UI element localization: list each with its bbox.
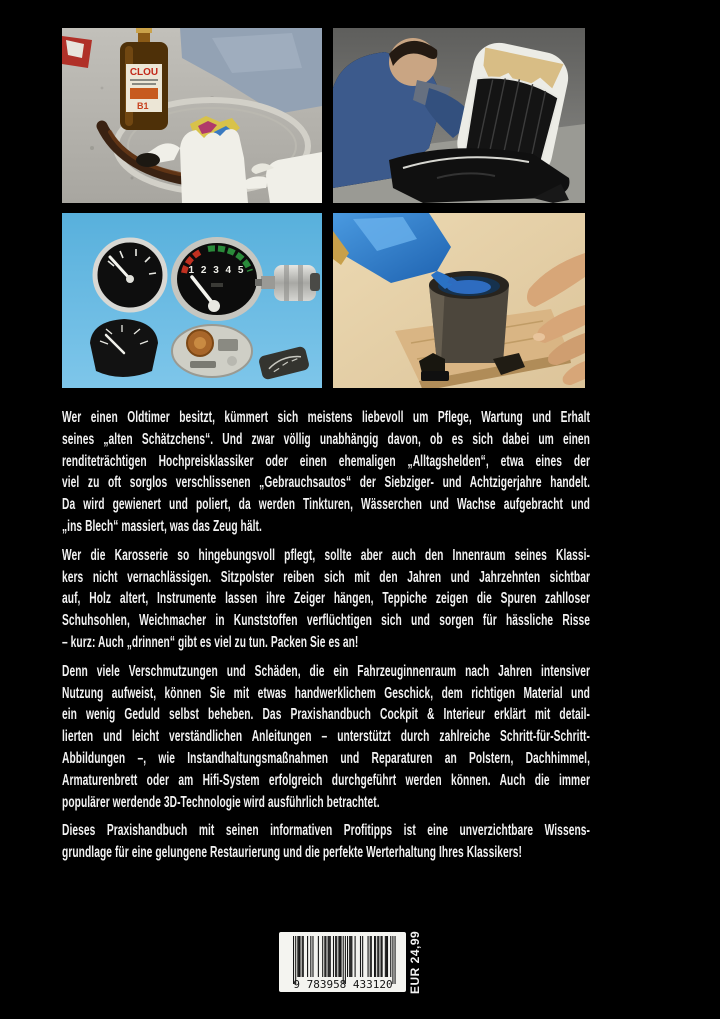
fingernail (533, 333, 545, 341)
gauge-scale-numbers: 1 2 3 4 5 (188, 265, 246, 276)
back-cover-paragraph (62, 661, 590, 814)
barcode-digits: 9 783958 433120 (293, 978, 393, 991)
text-line: „ins Blech“ massiert, was das Zeug hält. (62, 517, 262, 535)
text-line: populärer werdende 3D-Technologie wird ausführlich betrachtet. (62, 793, 380, 811)
text-line: kers nicht vernachlässigen. Sitzpolster reiben sich mit den Jahren und Jahrzehnten sichtbar (62, 568, 590, 586)
text-line: Schuhsohlen, Weichmacher in Kunststoffen verflüchtigen sich und sorgen für hässliche Risse (62, 612, 590, 630)
oval-gauge (174, 240, 260, 318)
price-label: EUR 24,99 (408, 930, 422, 994)
photo-silicone-pouring (333, 213, 585, 388)
polishing-pad (136, 153, 160, 167)
text-line: auf, Holz altert, Instrumente lassen ihre Zeiger hängen, Teppiche zeigen die Spuren zahlloser (62, 590, 590, 608)
back-cover-paragraph (62, 545, 590, 654)
text-line: Wer einen Oldtimer besitzt, kümmert sich meistens liebevoll um Pflege, Wartung und Erhalt (62, 409, 590, 426)
text-line: lierten und leicht verständlichen Anleitungen – unterstützt durch zahlreiche Schritt-für-Schritt- (62, 728, 590, 746)
text-line: seines „alten Schätzchens“. Und zwar völlig unabhängig davon, ob es sich dabei um einen (62, 430, 590, 448)
barcode (279, 932, 406, 992)
text-line: Dieses Praxishandbuch mit seinen informativen Profitipps ist eine unverzichtbare Wissens- (62, 822, 590, 840)
text-line: Wer die Karosserie so hingebungsvoll pflegt, sollte aber auch den Innenraum seines Klassi- (62, 546, 590, 564)
clou-bottle (120, 28, 168, 130)
text-line: viel zu oft sorglos verschlissenen „Gebrauchsautos“ der Siebziger- und Achtzigerjahre handelt. (62, 474, 590, 492)
bottle-brand-label: CLOU (129, 67, 159, 78)
text-line: – kurz: Auch „drinnen“ gibt es viel zu tun. Packen Sie es an! (62, 633, 359, 651)
text-line: ein wenig Geduld selbst beheben. Das Praxishandbuch Cockpit & Interieur erklärt mit detail- (62, 706, 590, 724)
photo-wood-polishing (62, 28, 322, 203)
text-line: renditeträchtigen Hochpreisklassiker oder einen ehemaligen „Alltagshelden“, etwa eines der (62, 452, 590, 470)
gauge-face-part (90, 319, 158, 377)
text-line: Denn viele Verschmutzungen und Schäden, die ein Fahrzeuginnenraum nach Jahren intensiver (62, 662, 590, 680)
photo-instruments (62, 213, 322, 388)
photo-seat-upholstery (333, 28, 585, 203)
back-cover-paragraph (62, 820, 590, 864)
text-line: Nutzung aufweist, können Sie mit etwas handwerklichem Geschick, dem richtigen Material und (62, 684, 590, 702)
text-line: grundlage für eine gelungene Restaurierung und die perfekte Werterhaltung Ihres Klassikers! (62, 844, 523, 862)
text-line: Abbildungen –, wie Instandhaltungsmaßnahmen und Reparaturen an Polstern, Dachhimmel, (62, 749, 590, 767)
back-cover-text (62, 407, 590, 871)
back-cover-paragraph (62, 407, 590, 538)
round-gauge (95, 240, 165, 310)
text-line: Da wird gewienert und poliert, da werden Tinkturen, Wässerchen und Wachse aufgebracht und (62, 496, 590, 514)
bottle-code-label: B1 (137, 101, 149, 111)
text-line: Armaturenbrett oder am Hifi-System erfolgreich durchgeführt werden können. Auch die immer (62, 771, 590, 789)
gauge-mechanism (172, 325, 252, 377)
